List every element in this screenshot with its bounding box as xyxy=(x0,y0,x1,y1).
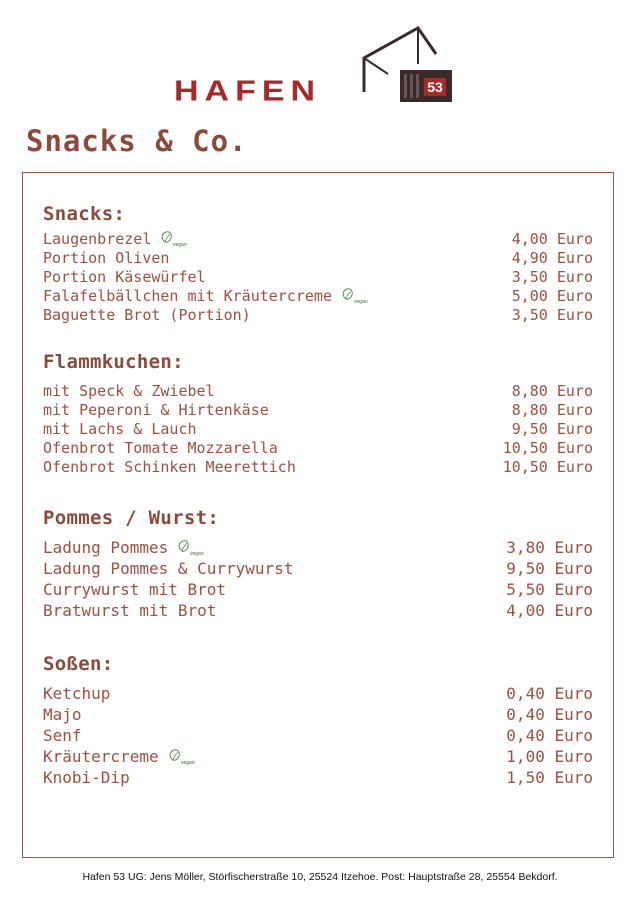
menu-item-name xyxy=(43,580,226,599)
menu-item xyxy=(43,683,593,704)
menu-item-price: 5,00 Euro xyxy=(511,286,593,305)
menu-item-name xyxy=(43,286,368,305)
menu-item-name-text: Knobi-Dip xyxy=(43,768,130,787)
menu-item xyxy=(43,248,593,267)
menu-item xyxy=(43,305,593,324)
hafen53-logo xyxy=(168,24,458,110)
menu-box xyxy=(22,172,614,858)
menu-item-name-text: Portion Käsewürfel xyxy=(43,267,206,286)
menu-item-name xyxy=(43,726,82,745)
menu-item xyxy=(43,746,593,767)
menu-section xyxy=(43,507,593,621)
menu-item-name-text: mit Speck & Zwiebel xyxy=(43,381,215,400)
menu-section xyxy=(43,351,593,476)
section-title: Flammkuchen: xyxy=(43,351,184,373)
menu-item-name-text: Currywurst mit Brot xyxy=(43,580,227,599)
menu-item-price: 0,40 Euro xyxy=(506,726,593,745)
svg-text:vegan: vegan xyxy=(353,298,368,305)
menu-item-price: 1,50 Euro xyxy=(506,768,593,787)
menu-item xyxy=(43,579,593,600)
menu-item-price: 4,00 Euro xyxy=(506,601,593,620)
menu-item-name-text: Senf xyxy=(43,726,82,745)
menu-item xyxy=(43,419,593,438)
menu-item-list xyxy=(43,683,593,788)
menu-item-price: 8,80 Euro xyxy=(511,400,593,419)
menu-item xyxy=(43,267,593,286)
vegan-leaf-icon xyxy=(176,539,204,557)
menu-item-name xyxy=(43,420,197,438)
menu-item-name xyxy=(43,249,169,267)
menu-item-name-text: Ofenbrot Schinken Meerettich xyxy=(43,457,296,476)
menu-item-price: 3,50 Euro xyxy=(511,267,593,286)
menu-item-name-text: Ofenbrot Tomate Mozzarella xyxy=(43,438,278,457)
menu-item-price: 1,00 Euro xyxy=(506,747,593,766)
menu-item-name xyxy=(43,559,293,578)
logo-number: 53 xyxy=(427,79,443,95)
menu-item-name xyxy=(43,538,204,557)
menu-item xyxy=(43,400,593,419)
page-title: Snacks & Co. xyxy=(26,124,248,158)
menu-item-name xyxy=(43,705,82,724)
logo-wordmark: HAFEN xyxy=(174,73,322,107)
section-title: Pommes / Wurst: xyxy=(43,507,220,529)
menu-item-name xyxy=(43,747,195,766)
menu-item-price: 4,90 Euro xyxy=(511,248,593,267)
menu-item-name-text: Ketchup xyxy=(43,684,111,703)
menu-item-list xyxy=(43,381,593,476)
menu-item xyxy=(43,537,593,558)
vegan-leaf-icon xyxy=(340,287,368,305)
menu-item-name-text: Kräutercreme xyxy=(43,747,159,766)
menu-item xyxy=(43,704,593,725)
vegan-leaf-icon xyxy=(159,230,187,248)
svg-text:vegan: vegan xyxy=(180,759,195,766)
menu-item-name xyxy=(43,401,269,419)
footer-address: Hafen 53 UG: Jens Möller, Störfischerstraße 10, 25524 Itzehoe. Post: Hauptstraße 28, 25554 Bekdorf. xyxy=(82,871,558,883)
menu-item-name xyxy=(43,229,187,248)
menu-item xyxy=(43,229,593,248)
crane-container-icon xyxy=(168,24,458,110)
menu-item-price: 5,50 Euro xyxy=(506,580,593,599)
menu-item-name-text: Ladung Pommes & Currywurst xyxy=(43,559,294,578)
menu-item-name-text: mit Peperoni & Hirtenkäse xyxy=(43,400,269,419)
menu-item xyxy=(43,767,593,788)
section-title: Snacks: xyxy=(43,203,126,225)
menu-item-price: 8,80 Euro xyxy=(511,381,593,400)
menu-item-name-text: Laugenbrezel xyxy=(43,229,152,248)
menu-item xyxy=(43,725,593,746)
menu-item-name xyxy=(43,684,110,703)
menu-item-price: 9,50 Euro xyxy=(511,419,593,438)
menu-item-name-text: Portion Oliven xyxy=(43,248,170,267)
menu-item-price: 9,50 Euro xyxy=(506,559,593,578)
menu-item-name-text: Baguette Brot (Portion) xyxy=(43,305,251,324)
menu-item-name-text: Bratwurst mit Brot xyxy=(43,601,217,620)
svg-text:vegan: vegan xyxy=(173,241,187,248)
menu-section xyxy=(43,653,593,788)
menu-item-name-text: mit Lachs & Lauch xyxy=(43,419,197,438)
menu-item-price: 10,50 Euro xyxy=(502,438,593,457)
menu-item-price: 3,50 Euro xyxy=(511,305,593,324)
menu-item-name-text: Falafelbällchen mit Kräutercreme xyxy=(43,286,332,305)
menu-item-price: 10,50 Euro xyxy=(502,457,593,476)
menu-item-price: 0,40 Euro xyxy=(506,705,593,724)
vegan-leaf-icon xyxy=(167,748,195,766)
menu-item-list xyxy=(43,537,593,621)
menu-item-name xyxy=(43,306,251,324)
menu-item xyxy=(43,438,593,457)
menu-item-price: 3,80 Euro xyxy=(506,538,593,557)
section-title: Soßen: xyxy=(43,653,114,675)
menu-item-list xyxy=(43,229,593,324)
menu-item xyxy=(43,558,593,579)
menu-item-name xyxy=(43,382,215,400)
menu-item-price: 4,00 Euro xyxy=(511,229,593,248)
menu-item-name xyxy=(43,439,278,457)
svg-text:vegan: vegan xyxy=(190,550,204,557)
menu-item-name xyxy=(43,768,130,787)
menu-item-name-text: Majo xyxy=(43,705,82,724)
menu-section xyxy=(43,203,593,324)
menu-item-name-text: Ladung Pommes xyxy=(43,538,169,557)
menu-item-name xyxy=(43,268,206,286)
menu-item xyxy=(43,381,593,400)
menu-item xyxy=(43,457,593,476)
menu-item-price: 0,40 Euro xyxy=(506,684,593,703)
menu-item xyxy=(43,286,593,305)
menu-item xyxy=(43,600,593,621)
menu-item-name xyxy=(43,601,216,620)
menu-item-name xyxy=(43,458,296,476)
